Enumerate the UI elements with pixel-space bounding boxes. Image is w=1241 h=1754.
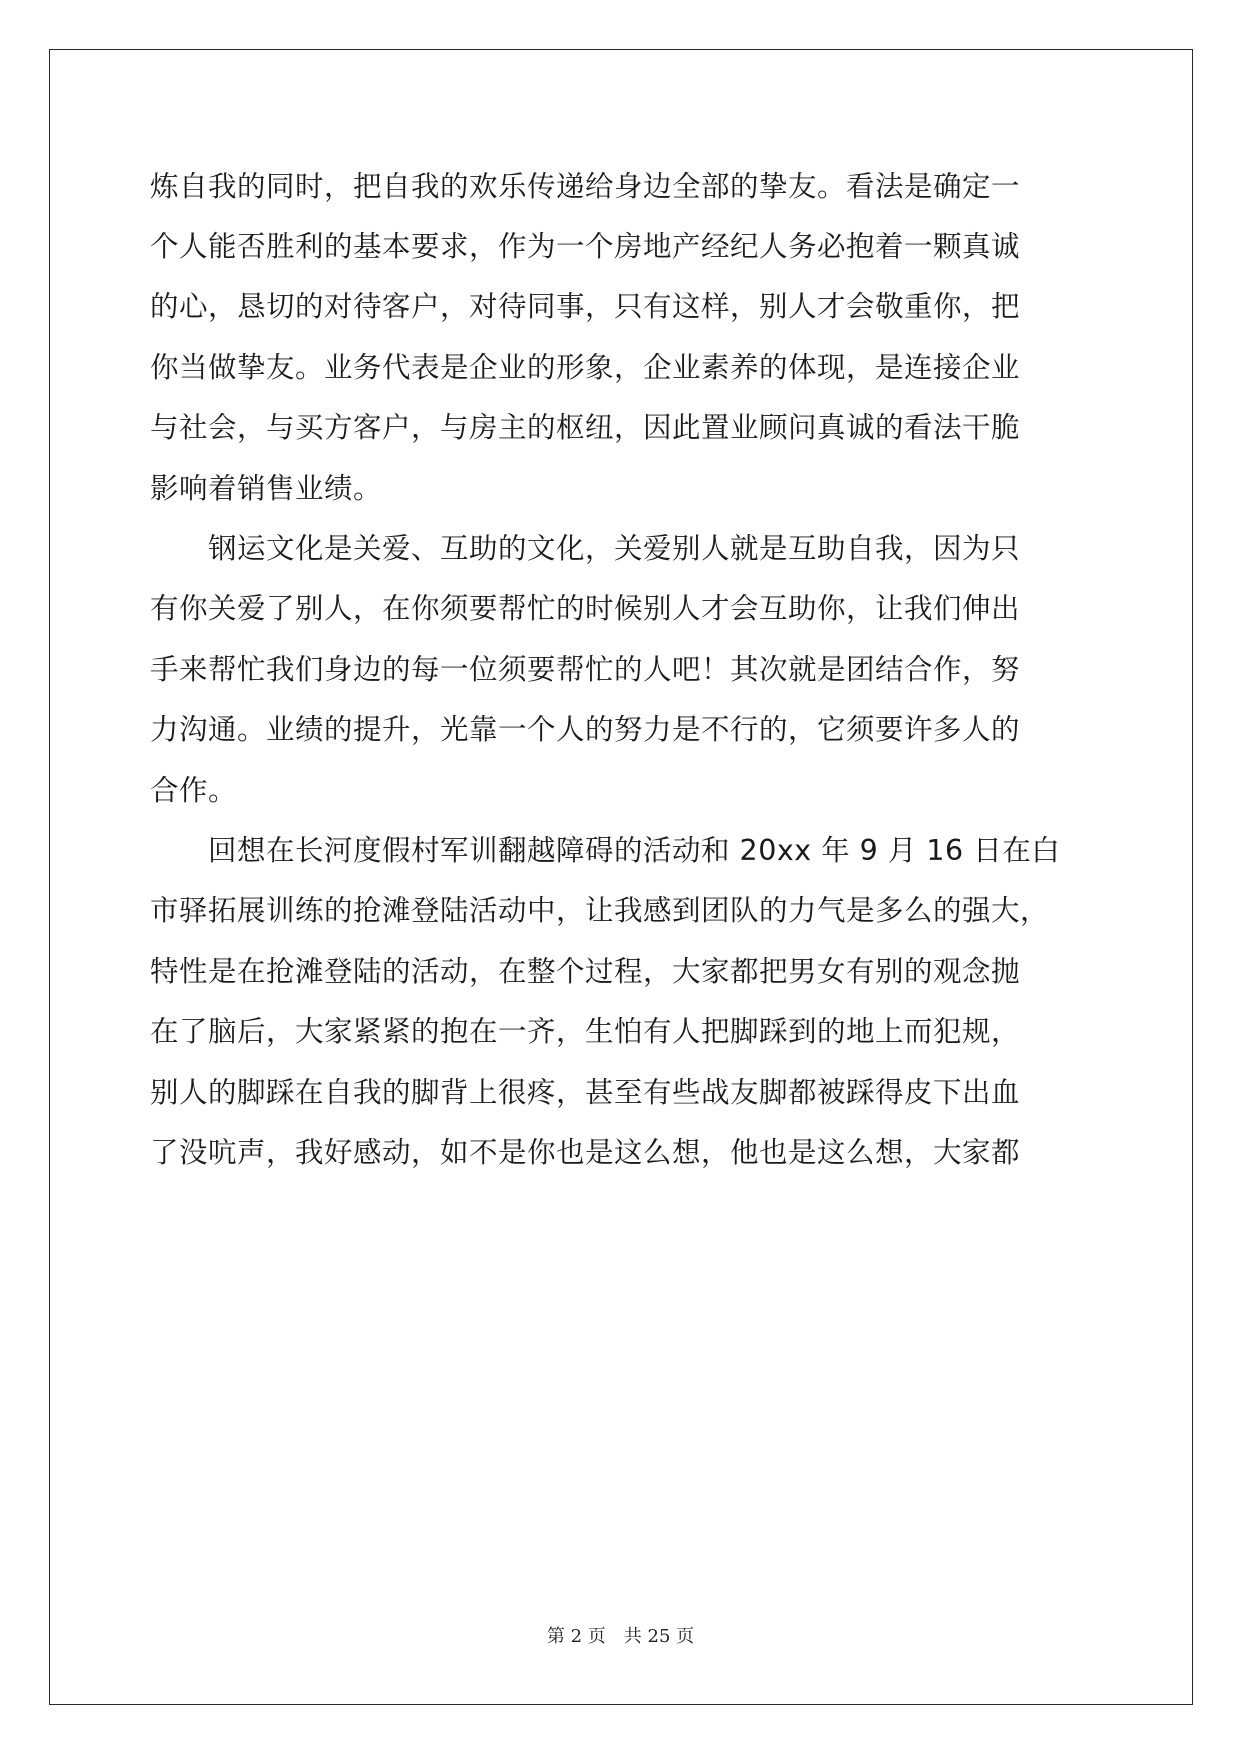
text-line: 你当做挚友。业务代表是企业的形象，企业素养的体现，是连接企业: [150, 351, 1021, 384]
text-line: 炼自我的同时，把自我的欢乐传递给身边全部的挚友。看法是确定一: [150, 170, 1021, 203]
text-line: 市驿拓展训练的抢滩登陆活动中，让我感到团队的力气是多么的强大，: [150, 894, 1050, 927]
text-line: 与社会，与买方客户，与房主的枢纽，因此置业顾问真诚的看法干脆: [150, 411, 1021, 444]
text-line: 回想在长河度假村军训翻越障碍的活动和 20xx 年 9 月 16 日在白: [150, 834, 1061, 867]
text-line: 别人的脚踩在自我的脚背上很疼，甚至有些战友脚都被踩得皮下出血: [150, 1076, 1021, 1109]
text-line: 个人能否胜利的基本要求，作为一个房地产经纪人务必抱着一颗真诚: [150, 230, 1021, 263]
text-line: 有你关爱了别人，在你须要帮忙的时候别人才会互助你，让我们伸出: [150, 592, 1021, 625]
text-line: 的心，恳切的对待客户，对待同事，只有这样，别人才会敬重你，把: [150, 290, 1021, 323]
text-line: 了没吭声，我好感动，如不是你也是这么想，他也是这么想，大家都: [150, 1136, 1021, 1169]
text-line: 特性是在抢滩登陆的活动，在整个过程，大家都把男女有别的观念抛: [150, 955, 1021, 988]
page-number-footer: 第 2 页 共 25 页: [546, 1626, 695, 1647]
text-line: 合作。: [150, 774, 238, 807]
text-line: 在了脑后，大家紧紧的抱在一齐，生怕有人把脚踩到的地上而犯规，: [150, 1015, 1021, 1048]
text-line: 手来帮忙我们身边的每一位须要帮忙的人吧！其次就是团结合作，努: [150, 653, 1021, 686]
text-line: 影响着销售业绩。: [150, 472, 383, 505]
text-line: 钢运文化是关爱、互助的文化，关爱别人就是互助自我，因为只: [150, 532, 1021, 565]
text-line: 力沟通。业绩的提升，光靠一个人的努力是不行的，它须要许多人的: [150, 713, 1021, 746]
